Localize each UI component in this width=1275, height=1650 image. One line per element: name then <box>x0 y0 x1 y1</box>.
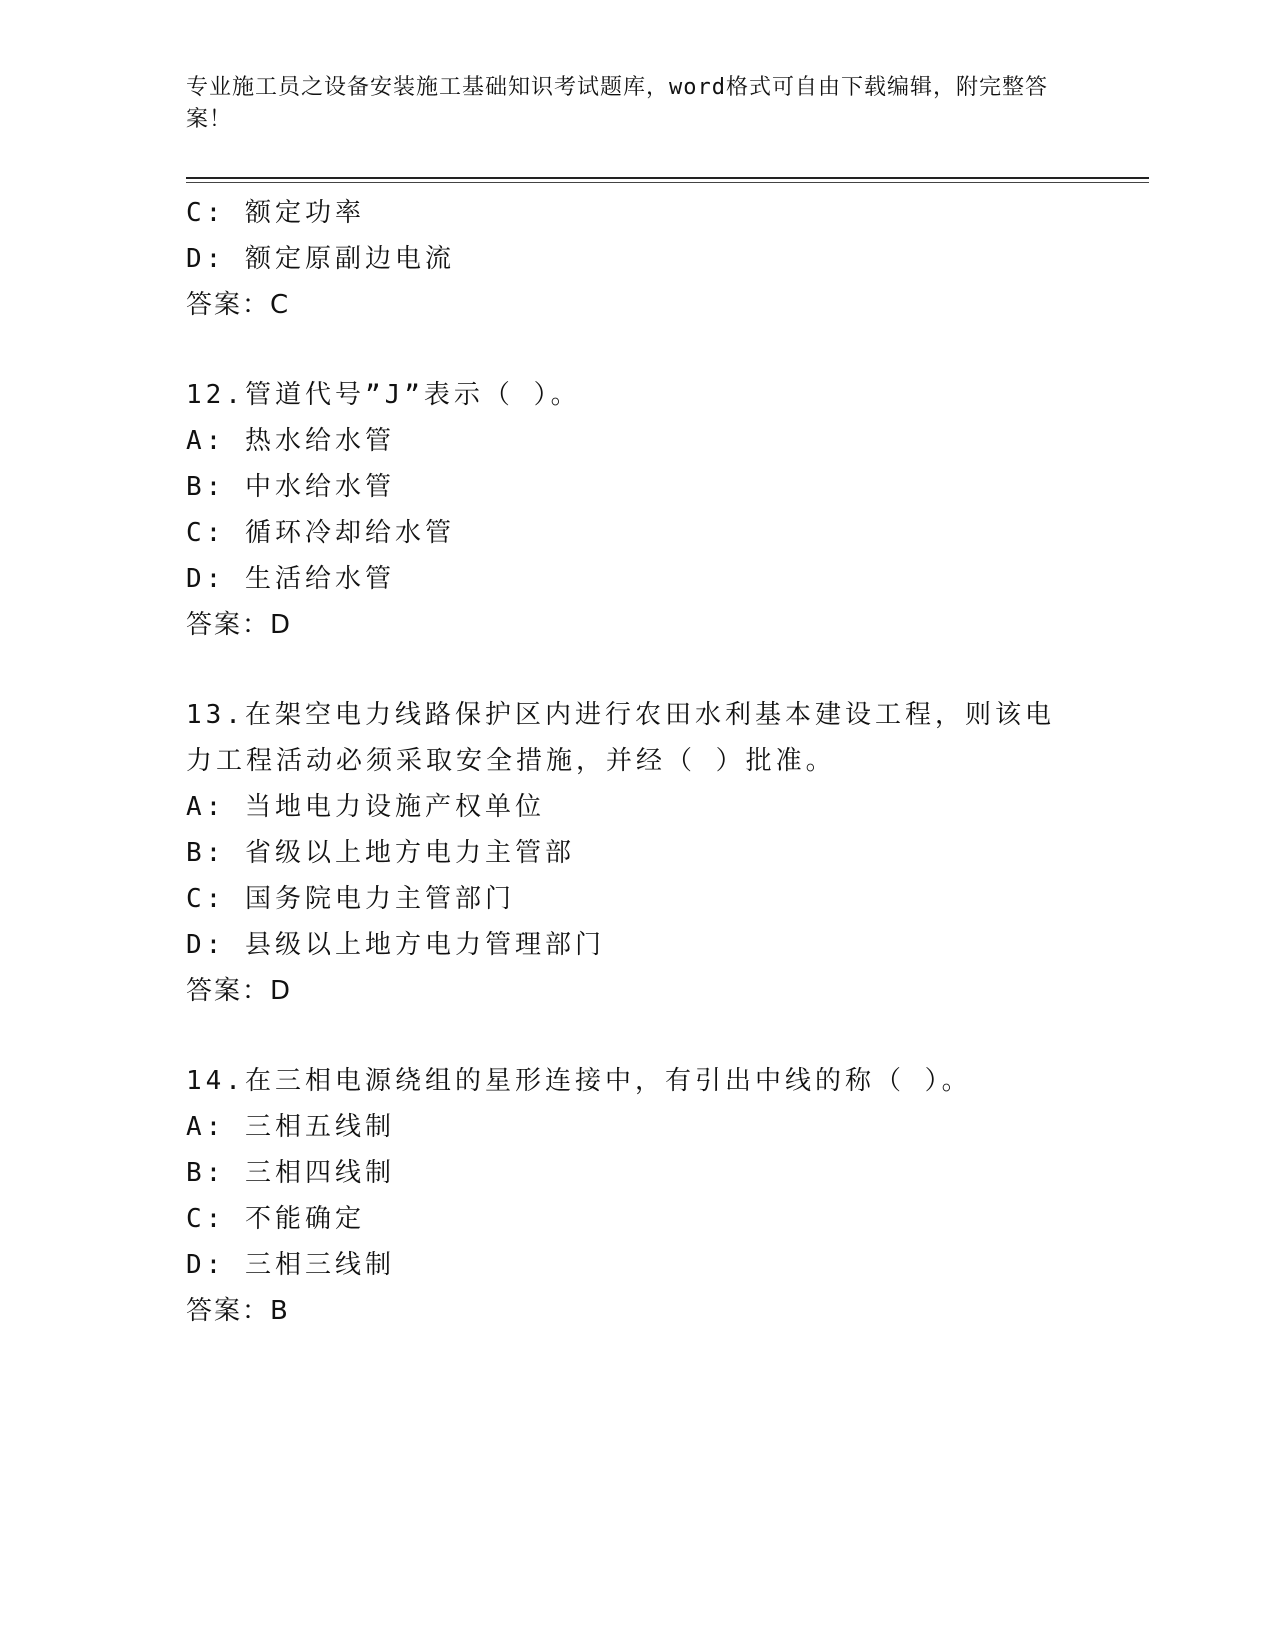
document-header: 专业施工员之设备安装施工基础知识考试题库，word格式可自由下载编辑，附完整答案！ <box>186 75 1048 132</box>
answer-line: 答案：B <box>186 1296 290 1326</box>
header-rule-thick <box>186 177 1149 179</box>
question-stem: 14.在三相电源绕组的星形连接中，有引出中线的称（ ）。 <box>186 1066 972 1096</box>
option-a: A: 热水给水管 <box>186 426 395 456</box>
option-d: D: 三相三线制 <box>186 1250 395 1280</box>
option-c: C: 循环冷却给水管 <box>186 518 455 548</box>
option-d: D: 县级以上地方电力管理部门 <box>186 930 605 960</box>
option-c: C: 国务院电力主管部门 <box>186 884 515 914</box>
question-list <box>186 190 1086 1334</box>
question-stem: 13.在架空电力线路保护区内进行农田水利基本建设工程，则该电力工程活动必须采取安全措施，并经（ ）批准。 <box>186 700 1055 776</box>
option-b: B: 中水给水管 <box>186 472 395 502</box>
question-stem: 12.管道代号”J”表示（ ）。 <box>186 380 581 410</box>
answer-line: 答案：D <box>186 976 293 1006</box>
question-12 <box>186 372 1086 648</box>
option-a: A: 当地电力设施产权单位 <box>186 792 545 822</box>
option-a: A: 三相五线制 <box>186 1112 395 1142</box>
option-d: D: 生活给水管 <box>186 564 395 594</box>
option-b: B: 三相四线制 <box>186 1158 395 1188</box>
question-14 <box>186 1058 1086 1334</box>
option-c: C: 额定功率 <box>186 198 365 228</box>
question-13 <box>186 692 1086 1014</box>
option-c: C: 不能确定 <box>186 1204 365 1234</box>
answer-line: 答案：D <box>186 610 293 640</box>
option-d: D: 额定原副边电流 <box>186 244 455 274</box>
previous-question-tail <box>186 190 1086 328</box>
answer-line: 答案：C <box>186 290 291 320</box>
header-rule-thin <box>186 182 1149 183</box>
option-b: B: 省级以上地方电力主管部 <box>186 838 575 868</box>
